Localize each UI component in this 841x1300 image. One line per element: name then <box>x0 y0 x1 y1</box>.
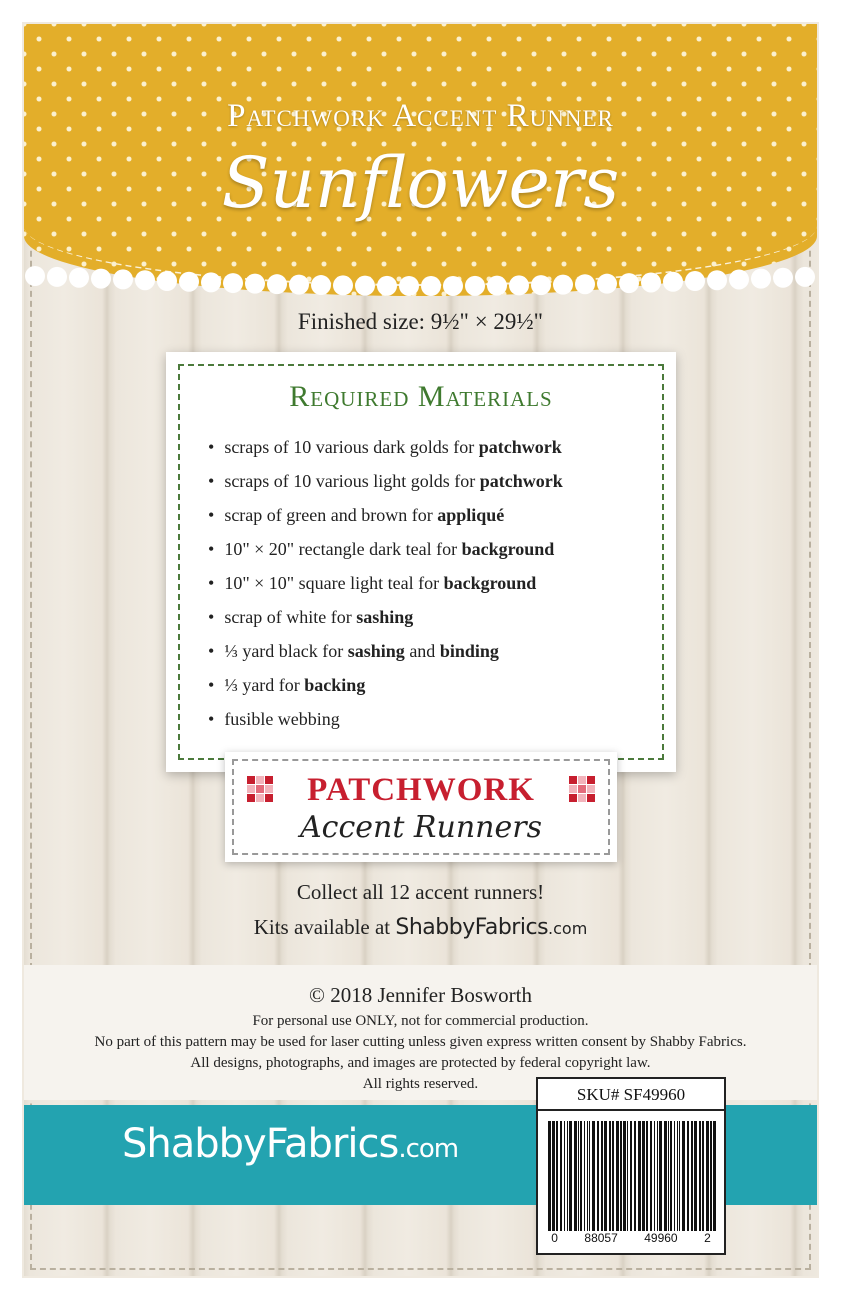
patchwork-logo-card <box>225 752 617 862</box>
barcode-bar <box>691 1121 693 1231</box>
materials-item <box>224 702 563 736</box>
materials-item-emphasis: background <box>443 573 537 593</box>
barcode-bar <box>564 1121 565 1231</box>
barcode-bar <box>659 1121 662 1231</box>
barcode-digit: 49960 <box>644 1231 678 1245</box>
materials-title: Required Materials <box>289 380 553 413</box>
materials-item-emphasis: patchwork <box>479 471 563 491</box>
materials-item <box>224 464 563 498</box>
barcode-bar <box>670 1121 672 1231</box>
materials-item-text: scraps of 10 various light golds for <box>224 471 480 491</box>
barcode-bar <box>612 1121 614 1231</box>
materials-item <box>224 498 563 532</box>
barcode-bar <box>702 1121 704 1231</box>
fine-print-line: No part of this pattern may be used for laser cutting unless given express written consent by Shabby Fabrics. <box>94 1034 747 1050</box>
barcode-bar <box>592 1121 595 1231</box>
barcode-bar <box>616 1121 619 1231</box>
barcode-bar <box>646 1121 648 1231</box>
fine-print-line: All designs, photographs, and images are protected by federal copyright law. <box>190 1055 651 1071</box>
barcode-bar <box>682 1121 685 1231</box>
materials-item <box>224 634 563 668</box>
collect-text: Collect all 12 accent runners! <box>296 880 545 904</box>
footer-brand-name: ShabbyFabrics <box>122 1121 399 1167</box>
barcode-digit: 88057 <box>584 1231 618 1245</box>
barcode-bar <box>589 1121 590 1231</box>
barcode-bar <box>699 1121 701 1231</box>
barcode-digit: 2 <box>704 1231 711 1245</box>
materials-item-text: 10" × 20" rectangle dark teal for <box>224 539 462 559</box>
materials-item-text: ⅓ yard for <box>224 675 305 695</box>
sku-label: SKU# SF49960 <box>538 1085 724 1111</box>
finished-size: Finished size: 9½" × 29½" <box>297 309 544 334</box>
kits-brand[interactable]: ShabbyFabrics <box>395 915 549 940</box>
barcode-bar <box>634 1121 636 1231</box>
barcode-bar <box>668 1121 669 1231</box>
fine-print-line: For personal use ONLY, not for commercial production. <box>252 1013 589 1029</box>
barcode-bar <box>574 1121 577 1231</box>
barcode-bar <box>630 1121 632 1231</box>
barcode-bar <box>569 1121 572 1231</box>
barcode-bar <box>552 1121 555 1231</box>
barcode-bar <box>578 1121 579 1231</box>
barcode-bar <box>556 1121 558 1231</box>
sku-box <box>536 1077 726 1255</box>
barcode-bar <box>609 1121 611 1231</box>
materials-item-emphasis: sashing <box>347 641 405 661</box>
barcode-bar <box>597 1121 599 1231</box>
barcode-bar <box>584 1121 585 1231</box>
materials-item <box>224 532 563 566</box>
kits-dotcom[interactable]: .com <box>548 919 588 938</box>
logo-line1: PATCHWORK <box>307 772 535 808</box>
materials-card <box>166 352 676 772</box>
barcode-bar <box>548 1121 551 1231</box>
materials-item <box>224 566 563 600</box>
barcode-bar <box>642 1121 645 1231</box>
fine-print-line: All rights reserved. <box>362 1076 479 1092</box>
barcode-bar <box>677 1121 678 1231</box>
barcode-digits <box>538 1231 724 1245</box>
header-subtitle: Sunflowers <box>221 142 620 224</box>
barcode-bar <box>580 1121 582 1231</box>
barcode-bar <box>687 1121 689 1231</box>
materials-item-text: fusible webbing <box>224 709 340 729</box>
barcode-bar <box>657 1121 658 1231</box>
materials-list <box>224 430 563 736</box>
barcode-bar <box>679 1121 680 1231</box>
materials-item-emphasis: background <box>461 539 555 559</box>
kits-prefix: Kits available at <box>253 915 396 939</box>
barcode-bar <box>567 1121 568 1231</box>
barcode <box>548 1121 718 1231</box>
barcode-bar <box>601 1121 603 1231</box>
materials-item <box>224 430 563 464</box>
header-banner <box>24 24 817 296</box>
materials-item-emphasis: backing <box>304 675 366 695</box>
logo-line2: Accent Runners <box>300 810 542 845</box>
barcode-bar <box>706 1121 709 1231</box>
barcode-bar <box>710 1121 712 1231</box>
barcode-bar <box>620 1121 622 1231</box>
barcode-bar <box>638 1121 641 1231</box>
barcode-bar <box>587 1121 588 1231</box>
barcode-bar <box>650 1121 652 1231</box>
barcode-bar <box>560 1121 562 1231</box>
barcode-bar <box>623 1121 626 1231</box>
materials-item <box>224 668 563 702</box>
materials-item-emphasis: patchwork <box>478 437 562 457</box>
barcode-bar <box>654 1121 655 1231</box>
materials-item-text: scraps of 10 various dark golds for <box>224 437 479 457</box>
materials-item-text: scrap of green and brown for <box>224 505 438 525</box>
materials-item-text: ⅓ yard black for <box>224 641 348 661</box>
materials-item-text: 10" × 10" square light teal for <box>224 573 444 593</box>
barcode-bar <box>604 1121 607 1231</box>
materials-item-emphasis: appliqué <box>437 505 505 525</box>
barcode-bar <box>627 1121 628 1231</box>
materials-item-text: scrap of white for <box>224 607 357 627</box>
materials-item-emphasis: sashing <box>356 607 414 627</box>
barcode-digit: 0 <box>551 1231 558 1245</box>
kits-line <box>0 915 841 940</box>
barcode-bar <box>713 1121 716 1231</box>
barcode-bar <box>674 1121 675 1231</box>
materials-item-emphasis: binding <box>439 641 499 661</box>
materials-item <box>224 600 563 634</box>
barcode-bar <box>694 1121 697 1231</box>
footer-dotcom: .com <box>398 1134 459 1164</box>
barcode-bar <box>664 1121 667 1231</box>
materials-item-text: and <box>404 641 440 661</box>
footer-brand[interactable] <box>122 1121 458 1167</box>
copyright: © 2018 Jennifer Bosworth <box>308 983 532 1007</box>
header-title: Patchwork Accent Runner <box>227 98 614 134</box>
